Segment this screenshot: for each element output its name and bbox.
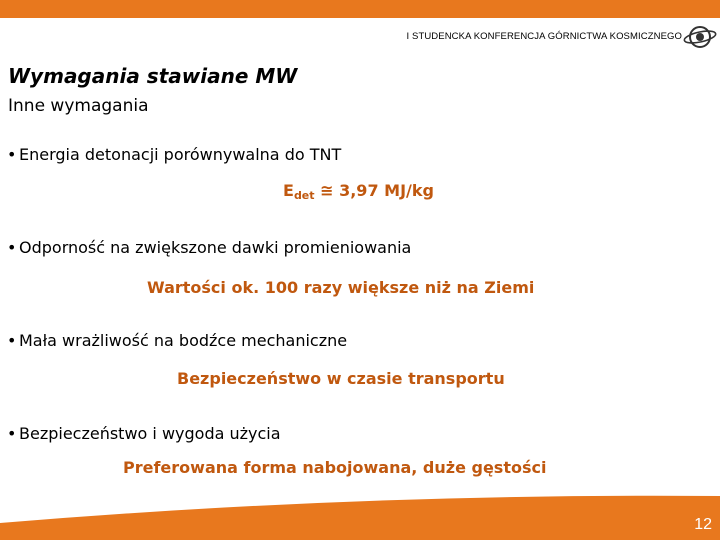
bullet-symbol: •: [7, 238, 17, 257]
bullet-item: [7, 424, 281, 443]
bullet-item: [7, 145, 341, 164]
slide-subtitle: Inne wymagania: [8, 96, 149, 116]
highlight-text: Wartości ok. 100 razy większe niż na Ziemi: [147, 278, 535, 297]
bullet-item: [7, 331, 347, 350]
bullet-text: Odporność na zwiększone dawki promieniowania: [19, 238, 412, 257]
highlight-text: Bezpieczeństwo w czasie transportu: [177, 369, 505, 388]
bullet-text: Bezpieczeństwo i wygoda użycia: [19, 424, 281, 443]
slide-title: Wymagania stawiane MW: [8, 64, 298, 88]
formula-symbol: E: [283, 181, 294, 200]
bullet-symbol: •: [7, 331, 17, 350]
bullet-text: Energia detonacji porównywalna do TNT: [19, 145, 342, 164]
formula-value: 3,97 MJ/kg: [339, 181, 434, 200]
formula-relation: ≅: [320, 181, 334, 200]
highlight-text: Preferowana forma nabojowana, duże gęstości: [123, 458, 547, 477]
planet-orbit-icon: [683, 24, 717, 50]
bullet-symbol: •: [7, 424, 17, 443]
page-number: 12: [694, 516, 712, 533]
bullet-symbol: •: [7, 145, 17, 164]
bullet-item: [7, 238, 411, 257]
top-accent-bar: [0, 0, 720, 18]
formula-subscript: det: [293, 189, 315, 202]
energy-formula: [283, 181, 434, 202]
bottom-accent-bar: [0, 495, 720, 540]
conference-name: I STUDENCKA KONFERENCJA GÓRNICTWA KOSMICZNEGO: [406, 31, 682, 42]
bullet-text: Mała wrażliwość na bodźce mechaniczne: [19, 331, 348, 350]
